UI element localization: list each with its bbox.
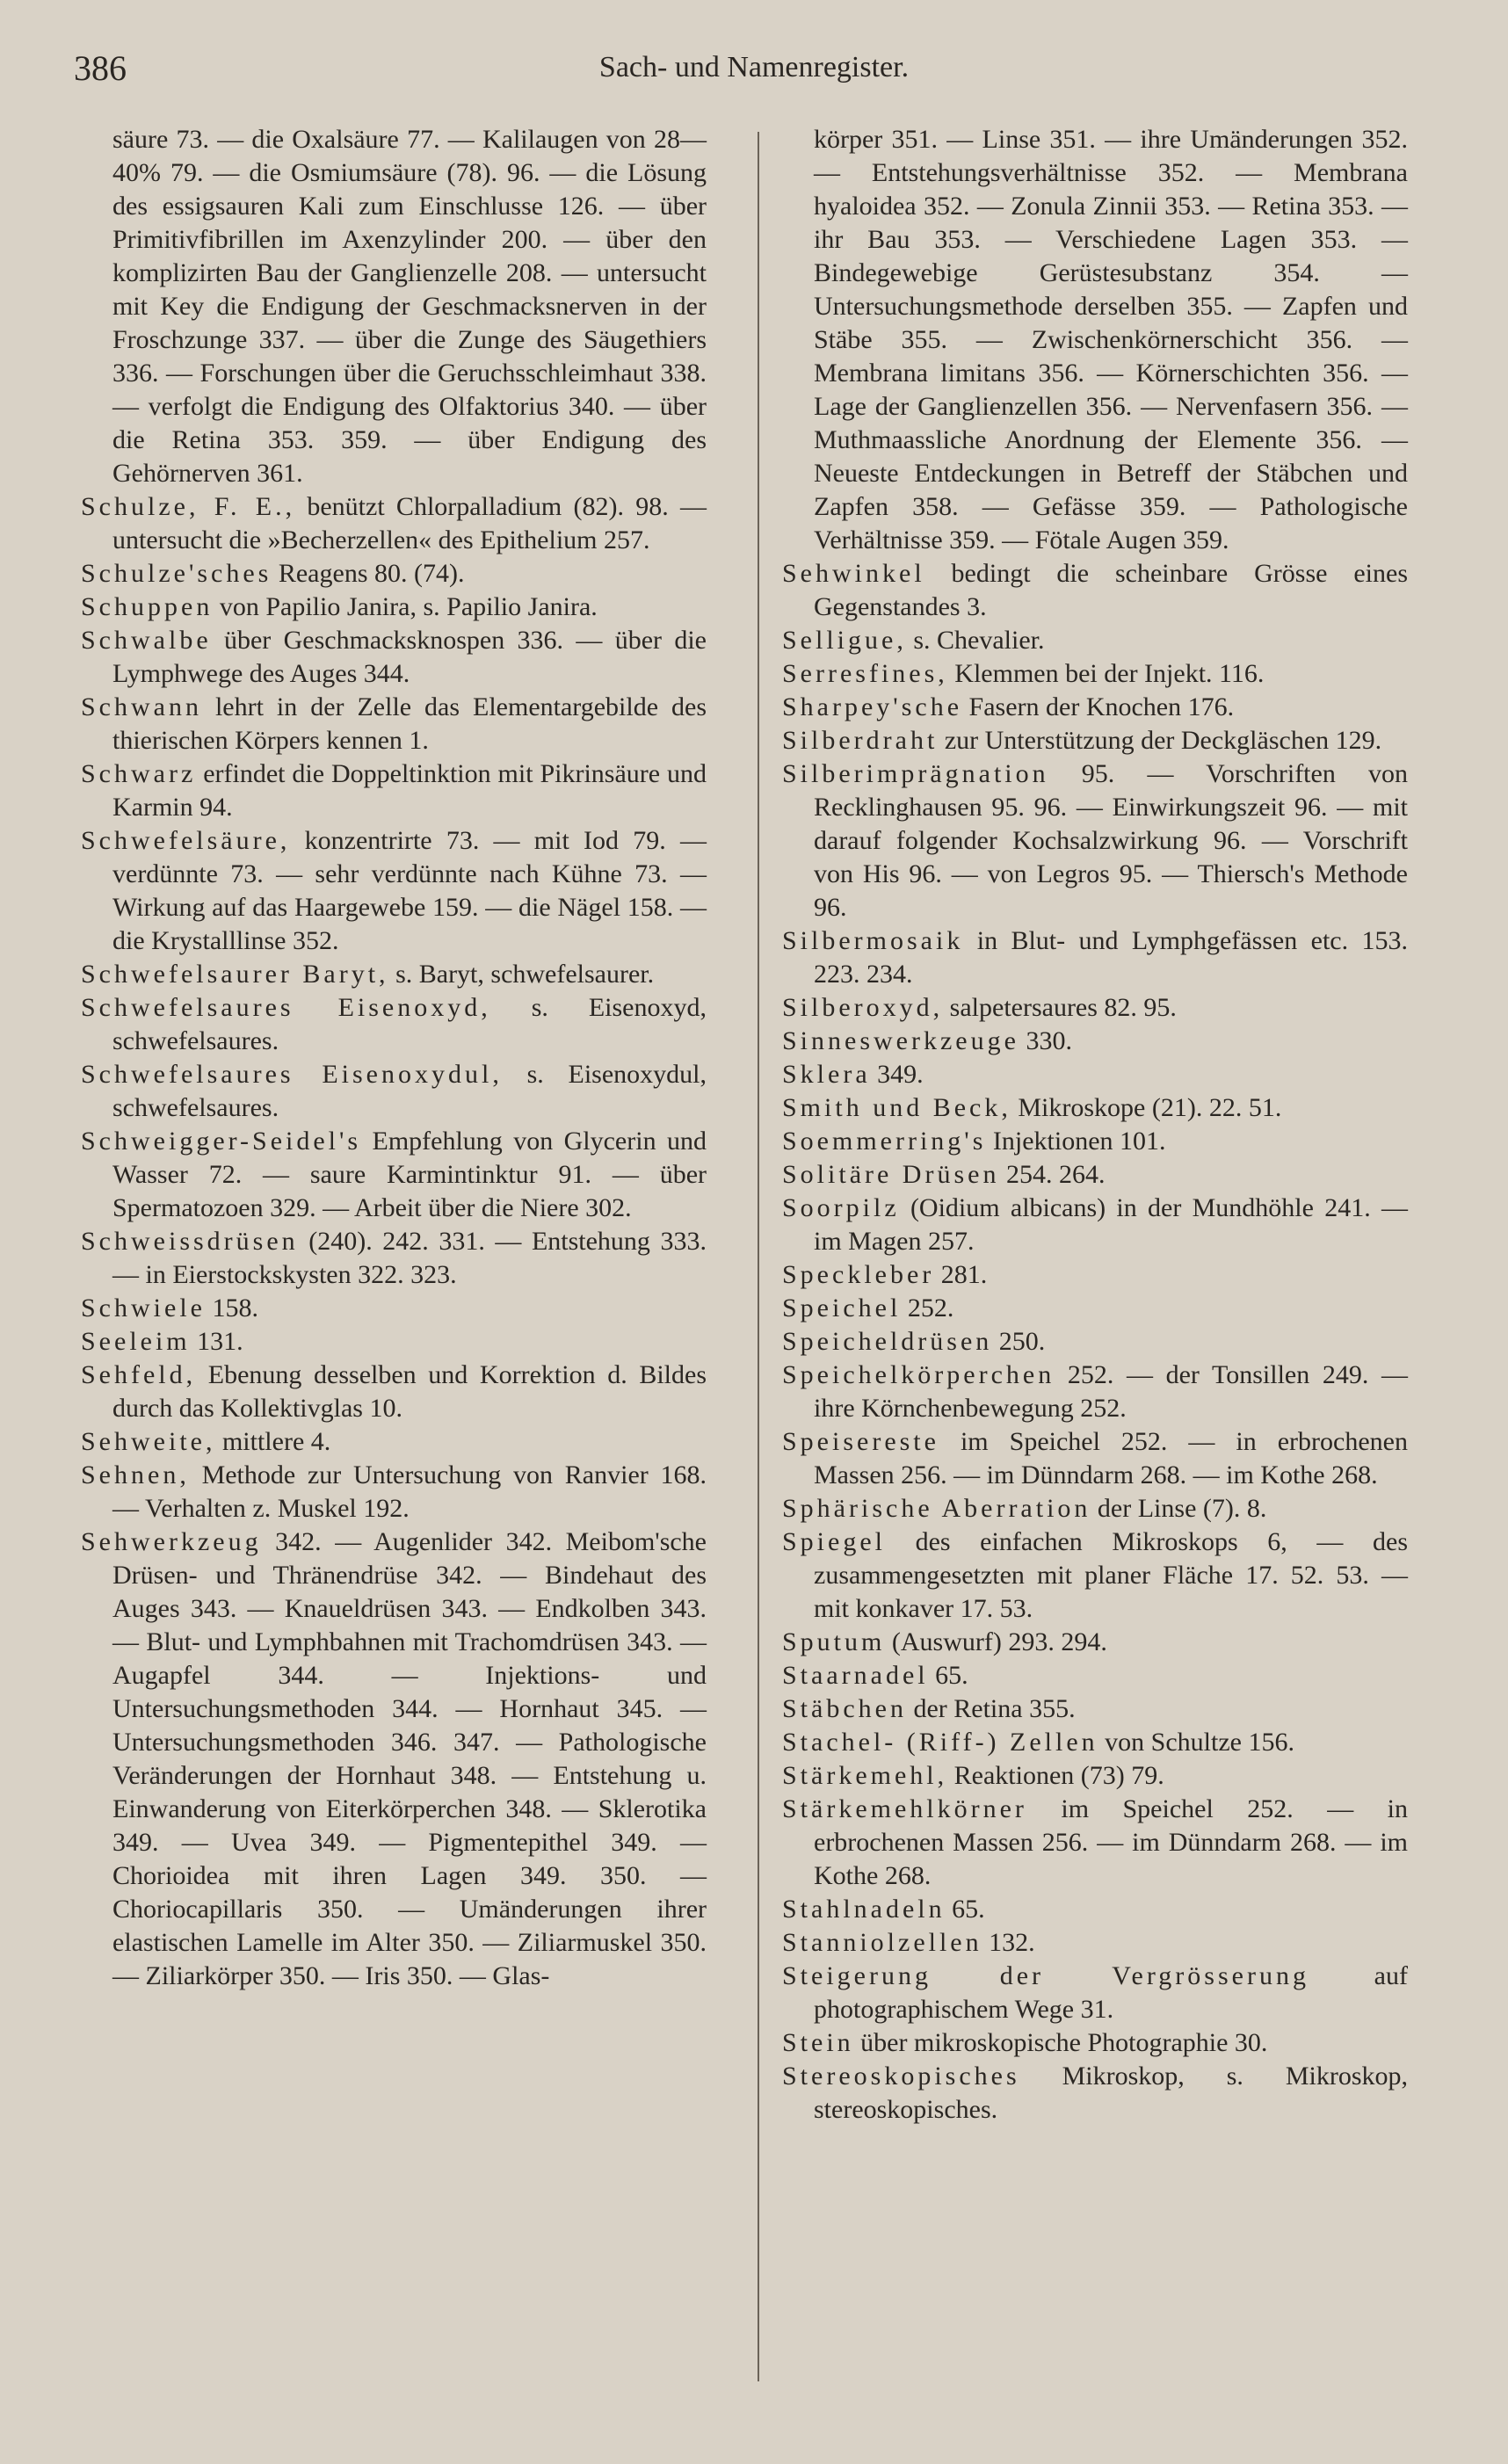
entry-headword: Stäbchen xyxy=(782,1694,907,1723)
index-entry xyxy=(782,1492,1408,1526)
entry-headword: Schuppen xyxy=(81,592,214,621)
index-entry xyxy=(81,691,707,757)
index-entry xyxy=(782,1359,1408,1425)
entry-headword: Soorpilz xyxy=(782,1193,900,1222)
entry-headword: Speckleber xyxy=(782,1260,935,1289)
entry-headword: Stärkemehlkörner xyxy=(782,1794,1027,1823)
entry-list xyxy=(782,557,1408,2127)
index-entry xyxy=(782,1726,1408,1759)
entry-headword: Schwarz xyxy=(81,759,197,788)
entry-text: 65. xyxy=(945,1895,985,1924)
index-entry xyxy=(782,1058,1408,1091)
entry-headword: Speichel xyxy=(782,1294,902,1323)
right-column xyxy=(782,123,1408,2127)
entry-text: 349. xyxy=(870,1060,924,1089)
entry-headword: Sehweite, xyxy=(81,1427,216,1456)
entry-headword: Sehwinkel xyxy=(782,559,925,588)
entry-headword: Silberimprägnation xyxy=(782,759,1049,788)
index-entry xyxy=(782,557,1408,624)
entry-text: (Auswurf) 293. 294. xyxy=(885,1627,1107,1656)
entry-text: 132. xyxy=(982,1928,1035,1957)
entry-text: s. Chevalier. xyxy=(906,626,1045,655)
index-entry xyxy=(782,1158,1408,1192)
entry-headword: Schwefelsaurer Baryt, xyxy=(81,960,389,989)
entry-text: s. Eisenoxydul, schwefelsaures. xyxy=(112,1060,707,1122)
index-entry xyxy=(782,1292,1408,1325)
entry-text: im Speichel 252. — in erbrochenen Massen 256. — im Dünndarm 268. — im Kothe 268. xyxy=(814,1794,1408,1890)
entry-headword: Schwefelsaures Eisenoxydul, xyxy=(81,1060,503,1089)
entry-headword: Stanniolzellen xyxy=(782,1928,982,1957)
index-entry xyxy=(782,991,1408,1025)
entry-text: 281. xyxy=(934,1260,988,1289)
entry-text: 158. xyxy=(205,1294,258,1323)
entry-text: über Geschmacksknospen 336. — über die Lymphwege des Auges 344. xyxy=(112,626,707,688)
entry-text: im Speichel 252. — in erbrochenen Massen 256. — im Dünndarm 268. — im Kothe 268. xyxy=(814,1427,1408,1489)
index-entry xyxy=(782,2026,1408,2060)
entry-text: Mikroskop, s. Mikroskop, stereoskopisches. xyxy=(814,2062,1408,2124)
index-entry xyxy=(782,1893,1408,1926)
entry-headword: Sphärische Aberration xyxy=(782,1494,1091,1523)
entry-headword: Silberdraht xyxy=(782,726,939,755)
entry-text: 254. 264. xyxy=(999,1160,1106,1189)
entry-text: bedingt die scheinbare Grösse eines Gegenstandes 3. xyxy=(814,559,1408,621)
index-entry xyxy=(81,1058,707,1125)
index-entry xyxy=(81,1325,707,1359)
entry-headword: Staarnadel xyxy=(782,1661,929,1690)
index-entry xyxy=(81,757,707,824)
entry-text: lehrt in der Zelle das Elementargebilde des thierischen Körpers kennen 1. xyxy=(112,692,707,755)
index-entry xyxy=(782,1960,1408,2026)
column-divider xyxy=(758,132,759,2381)
entry-headword: Sputum xyxy=(782,1627,886,1656)
entry-headword: Schwiele xyxy=(81,1294,206,1323)
entry-text: Ebenung desselben und Korrektion d. Bildes durch das Kollektivglas 10. xyxy=(112,1360,707,1423)
entry-headword: Schweigger-Seidel's xyxy=(81,1127,362,1156)
entry-text: in Blut- und Lymphgefässen etc. 153. 223. 234. xyxy=(814,926,1408,989)
entry-headword: Speicheldrüsen xyxy=(782,1327,993,1356)
continuation-text: körper 351. — Linse 351. — ihre Umänderungen 352. — Entstehungsverhältnisse 352. — Membrana hyaloidea 352. — Zonula Zinnii 353. — Retina 353. — ihr Bau 353. — Verschiedene Lagen 353. — Bindegewebige Gerüstesubstanz 354. — Untersuchungsmethode derselben 355. — Zapfen und Stäbe 355. — Zwischenkörnerschicht 356. — Membrana limitans 356. — Körnerschichten 356. — Lage der Ganglienzellen 356. — Nervenfasern 356. — Muthmaassliche Anordnung der Elemente 356. — Neueste Entdeckungen in Betreff der Stäbchen und Zapfen 358. — Gefässe 359. — Pathologische Verhältnisse 359. — Fötale Augen 359. xyxy=(814,125,1408,554)
continuation-text: säure 73. — die Oxalsäure 77. — Kalilaugen von 28—40% 79. — die Osmiumsäure (78). 96. — die Lösung des essigsauren Kali zum Einschlusse 126. — über Primitivfibrillen im Axenzylinder 200. — über den komplizirten Bau der Ganglienzelle 208. — untersucht mit Key die Endigung der Geschmacksnerven in der Froschzunge 337. — über die Zunge des Säugethiers 336. — Forschungen über die Geruchsschleimhaut 338. — verfolgt die Endigung des Olfaktorius 340. — über die Retina 353. 359. — über Endigung des Gehörnerven 361. xyxy=(112,125,707,488)
entry-headword: Schwalbe xyxy=(81,626,212,655)
index-entry xyxy=(81,1359,707,1425)
index-entry xyxy=(782,1258,1408,1292)
entry-text: Empfehlung von Glycerin und Wasser 72. — saure Karmintinktur 91. — über Spermatozoen 329. — Arbeit über die Niere 302. xyxy=(112,1127,707,1222)
entry-text: 252. xyxy=(901,1294,954,1323)
index-entry xyxy=(782,924,1408,991)
entry-text: von Schultze 156. xyxy=(1098,1728,1294,1757)
index-entry xyxy=(81,958,707,991)
entry-headword: Schweissdrüsen xyxy=(81,1227,299,1256)
index-entry xyxy=(782,1025,1408,1058)
index-entry xyxy=(81,1225,707,1292)
entry-text: Reaktionen (73) 79. xyxy=(947,1761,1164,1790)
index-entry xyxy=(782,1926,1408,1960)
entry-text: 65. xyxy=(928,1661,968,1690)
index-entry xyxy=(782,1425,1408,1492)
index-entry xyxy=(782,624,1408,657)
entry-headword: Silbermosaik xyxy=(782,926,964,955)
index-entry xyxy=(782,757,1408,924)
entry-headword: Seeleim xyxy=(81,1327,191,1356)
entry-text: der Linse (7). 8. xyxy=(1091,1494,1267,1523)
entry-text: Methode zur Untersuchung von Ranvier 168. — Verhalten z. Muskel 192. xyxy=(112,1460,707,1523)
entry-headword: Stein xyxy=(782,2028,854,2057)
entry-headword: Serresfines, xyxy=(782,659,948,688)
entry-text: 252. — der Tonsillen 249. — ihre Körnchenbewegung 252. xyxy=(814,1360,1408,1423)
entry-list xyxy=(81,490,707,1993)
index-entry xyxy=(81,1459,707,1526)
index-entry xyxy=(782,1659,1408,1692)
index-entry xyxy=(782,1526,1408,1626)
entry-text: 342. — Augenlider 342. Meibom'sche Drüsen- und Thränendrüse 342. — Bindehaut des Auges 343. — Knaueldrüsen 343. — Endkolben 343. — Blut- und Lymphbahnen mit Trachomdrüsen 343. — Augapfel 344. — Injektions- und Untersuchungsmethoden 344. — Hornhaut 345. — Untersuchungsmethoden 346. 347. — Pathologische Veränderungen der Hornhaut 348. — Entstehung u. Einwanderung von Eiterkörperchen 348. — Sklerotika 349. — Uvea 349. — Pigmentepithel 349. — Chorioidea mit ihren Lagen 349. 350. — Choriocapillaris 350. — Umänderungen ihrer elastischen Lamelle im Alter 350. — Ziliarmuskel 350. — Ziliarkörper 350. — Iris 350. — Glas- xyxy=(112,1527,707,1990)
entry-headword: Stärkemehl, xyxy=(782,1761,948,1790)
index-entry xyxy=(81,1526,707,1993)
entry-text: benützt Chlorpalladium (82). 98. — untersucht die »Becherzellen« des Epithelium 257. xyxy=(112,492,707,554)
index-entry xyxy=(782,657,1408,691)
entry-headword: Smith und Beck, xyxy=(782,1093,1011,1122)
entry-text: s. Eisenoxyd, schwefelsaures. xyxy=(112,993,707,1055)
entry-headword: Schulze'sches xyxy=(81,559,272,588)
entry-text: (240). 242. 331. — Entstehung 333. — in Eierstockskysten 322. 323. xyxy=(112,1227,707,1289)
entry-headword: Silberoxyd, xyxy=(782,993,944,1022)
entry-text: konzentrirte 73. — mit Iod 79. — verdünnte 73. — sehr verdünnte nach Kühne 73. — Wirkung auf das Haargewebe 159. — die Nägel 158. — die Krystalllinse 352. xyxy=(112,826,707,955)
index-entry xyxy=(782,1626,1408,1659)
entry-headword: Stachel- (Riff-) Zellen xyxy=(782,1728,1098,1757)
index-entry xyxy=(782,1192,1408,1258)
entry-text: erfindet die Doppeltinktion mit Pikrinsäure und Karmin 94. xyxy=(112,759,707,822)
entry-text: der Retina 355. xyxy=(906,1694,1076,1723)
index-entry xyxy=(81,624,707,691)
entry-headword: Schwefelsaures Eisenoxyd, xyxy=(81,993,491,1022)
running-title: Sach- und Namenregister. xyxy=(598,51,910,83)
entry-headword: Steigerung der Vergrösserung xyxy=(782,1961,1309,1990)
entry-headword: Sehnen, xyxy=(81,1460,190,1489)
index-entry xyxy=(81,991,707,1058)
index-entry xyxy=(81,1292,707,1325)
entry-text: Fasern der Knochen 176. xyxy=(962,692,1235,721)
entry-text: Reagens 80. (74). xyxy=(272,559,465,588)
entry-headword: Spiegel xyxy=(782,1527,886,1556)
entry-text: Injektionen 101. xyxy=(986,1127,1166,1156)
entry-text: s. Baryt, schwefelsaurer. xyxy=(388,960,655,989)
entry-headword: Speisereste xyxy=(782,1427,939,1456)
index-entry xyxy=(81,824,707,958)
entry-text: zur Unterstützung der Deckgläschen 129. xyxy=(938,726,1382,755)
index-entry xyxy=(81,490,707,557)
left-column xyxy=(81,123,707,1993)
entry-text: 131. xyxy=(190,1327,243,1356)
index-entry xyxy=(782,1091,1408,1125)
index-entry xyxy=(81,591,707,624)
entry-headword: Sehfeld, xyxy=(81,1360,197,1389)
entry-text: über mikroskopische Photographie 30. xyxy=(853,2028,1268,2057)
entry-text: Mikroskope (21). 22. 51. xyxy=(1011,1093,1282,1122)
index-entry xyxy=(782,1759,1408,1793)
entry-text: auf photographischem Wege 31. xyxy=(814,1961,1408,2024)
page-header xyxy=(74,47,1434,91)
entry-headword: Selligue, xyxy=(782,626,907,655)
entry-headword: Soemmerring's xyxy=(782,1127,987,1156)
entry-text: salpetersaures 82. 95. xyxy=(943,993,1177,1022)
index-entry xyxy=(782,1325,1408,1359)
entry-headword: Sinneswerkzeuge xyxy=(782,1026,1019,1055)
entry-headword: Stahlnadeln xyxy=(782,1895,946,1924)
entry-text: des einfachen Mikroskops 6, — des zusammengesetzten mit planer Fläche 17. 52. 53. — mit konkaver 17. 53. xyxy=(814,1527,1408,1623)
entry-headword: Stereoskopisches xyxy=(782,2062,1020,2091)
index-entry xyxy=(782,1793,1408,1893)
entry-text: (Oidium albicans) in der Mundhöhle 241. — im Magen 257. xyxy=(814,1193,1408,1256)
entry-text: 330. xyxy=(1019,1026,1072,1055)
entry-headword: Speichelkörperchen xyxy=(782,1360,1055,1389)
index-entry xyxy=(782,691,1408,724)
entry-text: mittlere 4. xyxy=(215,1427,331,1456)
entry-text: Klemmen bei der Injekt. 116. xyxy=(947,659,1265,688)
entry-headword: Schwefelsäure, xyxy=(81,826,291,855)
page-number: 386 xyxy=(74,48,127,88)
entry-headword: Schwann xyxy=(81,692,202,721)
index-entry xyxy=(782,1125,1408,1158)
index-entry xyxy=(81,557,707,591)
index-entry xyxy=(81,1125,707,1225)
index-entry xyxy=(782,2060,1408,2127)
entry-text: 250. xyxy=(992,1327,1046,1356)
index-entry xyxy=(782,1692,1408,1726)
index-entry xyxy=(782,724,1408,757)
index-entry xyxy=(81,1425,707,1459)
entry-headword: Solitäre Drüsen xyxy=(782,1160,1000,1189)
entry-headword: Schulze, F. E., xyxy=(81,492,296,521)
entry-headword: Sehwerkzeug xyxy=(81,1527,262,1556)
entry-headword: Sharpey'sche xyxy=(782,692,963,721)
entry-headword: Sklera xyxy=(782,1060,871,1089)
entry-text: 95. — Vorschriften von Recklinghausen 95. 96. — Einwirkungszeit 96. — mit darauf folgender Kochsalzwirkung 96. — Vorschrift von His 96. — von Legros 95. — Thiersch's Methode 96. xyxy=(814,759,1408,922)
entry-text: von Papilio Janira, s. Papilio Janira. xyxy=(213,592,598,621)
